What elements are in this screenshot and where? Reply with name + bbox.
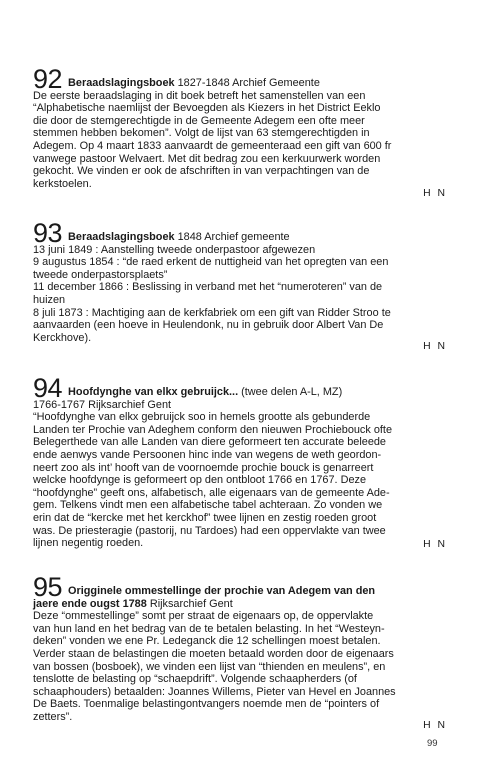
entry-meta: 1848 Archief gemeente [174,231,290,243]
text-line: De eerste beraadslaging in dit boek betreft het samenstellen van een [33,89,366,102]
text-line: Verder staan de belastingen die moeten betaald worden door de eigenaars [33,647,394,660]
entry-title: Beraadslagingsboek [68,77,175,89]
text-line: Landen ter Prochie van Adeghem conform den nieuwen Prochiebouck ofte [33,423,393,436]
text-line: aanvaarden (een hoeve in Heulendonk, nu in gebruik door Albert Van De [33,319,384,332]
entry-95 [33,572,447,731]
entry-body [33,610,447,723]
text-line: tweede onderpastorsplaets” [33,268,168,281]
author-initials: H N [423,720,447,731]
entry-heading [33,218,447,248]
text-line: Kerckhove). [33,331,92,344]
text-line: “hoofdynghe” geeft ons, alfabetisch, alle eigenaars van de gemeente Ade- [33,486,390,499]
entry-93 [33,218,447,352]
text-line: erin dat de “kercke met het kerckhof” twee lijnen en zestig roeden groot [33,511,377,524]
text-line: “Hoofdynghe van elkx gebruijck soo in hemels grootte als gebunderde [33,411,371,424]
text-line: tenslotte de belasting op “schaepdrift”. Volgende schaapherders (of [33,673,357,686]
entry-body [33,244,447,345]
text-line: De Baets. Toenmalige belastingontvangers noemde men de “pointers of [33,698,380,711]
text-line: 11 december 1866 : Beslissing in verband met het “numeroteren” van de [33,281,383,294]
text-line: was. De priesteragie (pastorij, nu Tardoes) had een oppervlakte van twee [33,524,386,537]
entry-body [33,90,447,191]
entry-number: 93 [33,218,63,248]
author-initials: H N [423,341,447,352]
author-initials: H N [423,188,447,199]
text-line: lijnen negentig roeden. [33,537,144,550]
entry-title: Beraadslagingsboek [68,231,175,243]
text-line: “Alphabetische naemlijst der Bevoegden als Kiezers in het District Eeklo [33,102,381,115]
entry-number: 94 [33,373,63,403]
text-line: deken” vonden we ene Pr. Ledeganck die 12 schellingen moest betalen. [33,635,381,648]
text-line: welcke hoofdynge is geformeert op den ontbloot 1766 en 1767. Deze [33,474,366,487]
text-line: Deze “ommestellinge” somt per straat de eigenaars op, de oppervlakte [33,610,374,623]
text-line: 13 juni 1849 : Aanstelling tweede onderpastoor afgewezen [33,243,316,256]
text-line: 8 juli 1873 : Machtiging aan de kerkfabriek om een gift van Ridder Stroo te [33,306,391,319]
entry-heading-continued [33,598,447,611]
text-line: huizen [33,293,66,306]
entry-number: 95 [33,572,63,602]
text-line: stemmen hebben bekomen”. Volgt de lijst van 63 stemgerechtigden in [33,127,370,140]
text-line: Belegerthede van alle Landen van diere geformeert ten accurate beleede [33,436,386,449]
page-number: 99 [427,738,438,749]
text-line: neert zoo als int’ hooft van de voornoemde prochie bouck is genarreert [33,461,374,474]
entry-heading [33,373,447,403]
text-line: ende aenwys vande Persoonen hinc inde van wegens de weth geordon- [33,448,382,461]
entry-title-cont: jaere ende ougst 1788 [33,597,147,610]
entry-94 [33,373,447,550]
text-line: zetters”. [33,710,73,723]
entry-body [33,411,447,550]
text-line: kerkstoelen. [33,177,92,190]
entry-meta: Rijksarchief Gent [146,597,233,610]
text-line: gekocht. We vinden er ook de afschriften in van verpachtingen van de [33,165,370,178]
entry-title: Hoofdynghe van elkx gebruijck... [68,386,239,398]
entry-heading [33,64,447,94]
text-line: van bossen (bosboek), we vinden een lijst van “thienden en meulens”, en [33,660,386,673]
entry-source: 1766-1767 Rijksarchief Gent [33,398,172,411]
text-line: van hun land en het bedrag van de te betalen belasting. In het “Westeyn- [33,622,385,635]
text-line: 9 augustus 1854 : “de raed erkent de nuttigheid van het opregten van een [33,256,389,269]
entry-number: 92 [33,64,63,94]
entry-heading [33,572,447,602]
text-line: die door de stemgerechtigde in de Gemeente Adegem een ofte meer [33,114,365,127]
entry-92 [33,64,447,199]
text-line: Adegem. Op 4 maart 1833 aanvaardt de gemeenteraad een gift van 600 fr [33,139,392,152]
entry-meta: (twee delen A-L, MZ) [238,386,343,398]
text-line: vanwege pastoor Welvaert. Met dit bedrag zou een kerkuurwerk worden [33,152,381,165]
author-initials: H N [423,539,447,550]
text-line: schaaphouders) betaalden: Joannes Willems, Pieter van Hevel en Joannes [33,685,396,698]
entry-meta: 1827-1848 Archief Gemeente [174,77,320,89]
entry-title: Origginele ommestellinge der prochie van Adegem van den [68,585,376,597]
text-line: gem. Telkens vindt men een alfabetische tabel achteraan. Zo vonden we [33,499,383,512]
